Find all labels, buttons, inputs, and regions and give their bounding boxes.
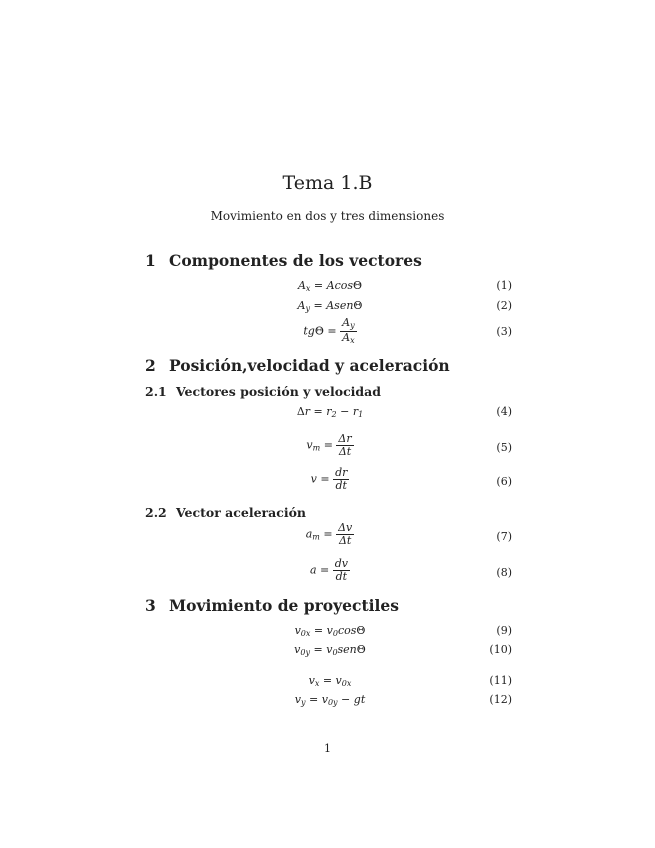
- equation-10: $v_{0y} = v_0sen\Theta$: [294, 643, 366, 657]
- equation-number: (5): [496, 441, 512, 454]
- equation-number: (9): [496, 624, 512, 637]
- equation-number: (12): [489, 693, 512, 706]
- equation-number: (4): [496, 405, 512, 418]
- document-title: Tema 1.B: [282, 172, 373, 194]
- section-title: Posición,velocidad y aceleración: [169, 356, 450, 375]
- equation-11: $v_x = v_{0x}$: [308, 674, 352, 688]
- equation-number: (1): [496, 279, 512, 292]
- equation-8: a = $\frac{dv}{dt}$: [309, 557, 349, 584]
- equation-3: tgΘ = $\frac{A_y}{A_x}$: [303, 316, 355, 345]
- section-heading-3: [145, 596, 399, 615]
- subsection-number: 2.2: [145, 505, 167, 520]
- equation-number: (8): [496, 566, 512, 579]
- section-heading-2: [145, 356, 450, 375]
- subsection-heading-2-2: [145, 505, 306, 520]
- equation-9: $v_{0x} = v_0\cos\Theta$: [294, 624, 366, 638]
- subsection-heading-2-1: [145, 384, 381, 399]
- equation-2: $A_y$ = AsenΘ: [297, 299, 363, 313]
- subsection-title: Vector aceleración: [176, 505, 306, 520]
- equation-5: $v_m$ = $\frac{\Delta r}{\Delta t}$: [306, 432, 352, 459]
- page-number: 1: [324, 742, 331, 755]
- subsection-title: Vectores posición y velocidad: [176, 384, 382, 399]
- section-number: 3: [145, 596, 156, 615]
- equation-number: (11): [489, 674, 512, 687]
- equation-number: (7): [496, 530, 512, 543]
- equation-12: $v_y = v_{0y}$ − gt: [294, 693, 366, 707]
- equation-4: $\Delta r = r_2 - r_1$: [296, 405, 364, 419]
- section-title: Componentes de los vectores: [169, 251, 422, 270]
- section-number: 2: [145, 356, 156, 375]
- equation-number: (2): [496, 299, 512, 312]
- subsection-number: 2.1: [145, 384, 167, 399]
- section-heading-1: [145, 251, 422, 270]
- equation-number: (6): [496, 475, 512, 488]
- equation-1: $A_x = Acos\Theta$: [297, 279, 363, 293]
- document-subtitle: Movimiento en dos y tres dimensiones: [210, 209, 445, 223]
- section-title: Movimiento de proyectiles: [169, 596, 399, 615]
- equation-number: (10): [489, 643, 512, 656]
- equation-6: v = $\frac{dr}{dt}$: [310, 466, 348, 493]
- equation-7: $a_m$ = $\frac{\Delta v}{\Delta t}$: [305, 521, 353, 548]
- equation-number: (3): [496, 325, 512, 338]
- section-number: 1: [145, 251, 156, 270]
